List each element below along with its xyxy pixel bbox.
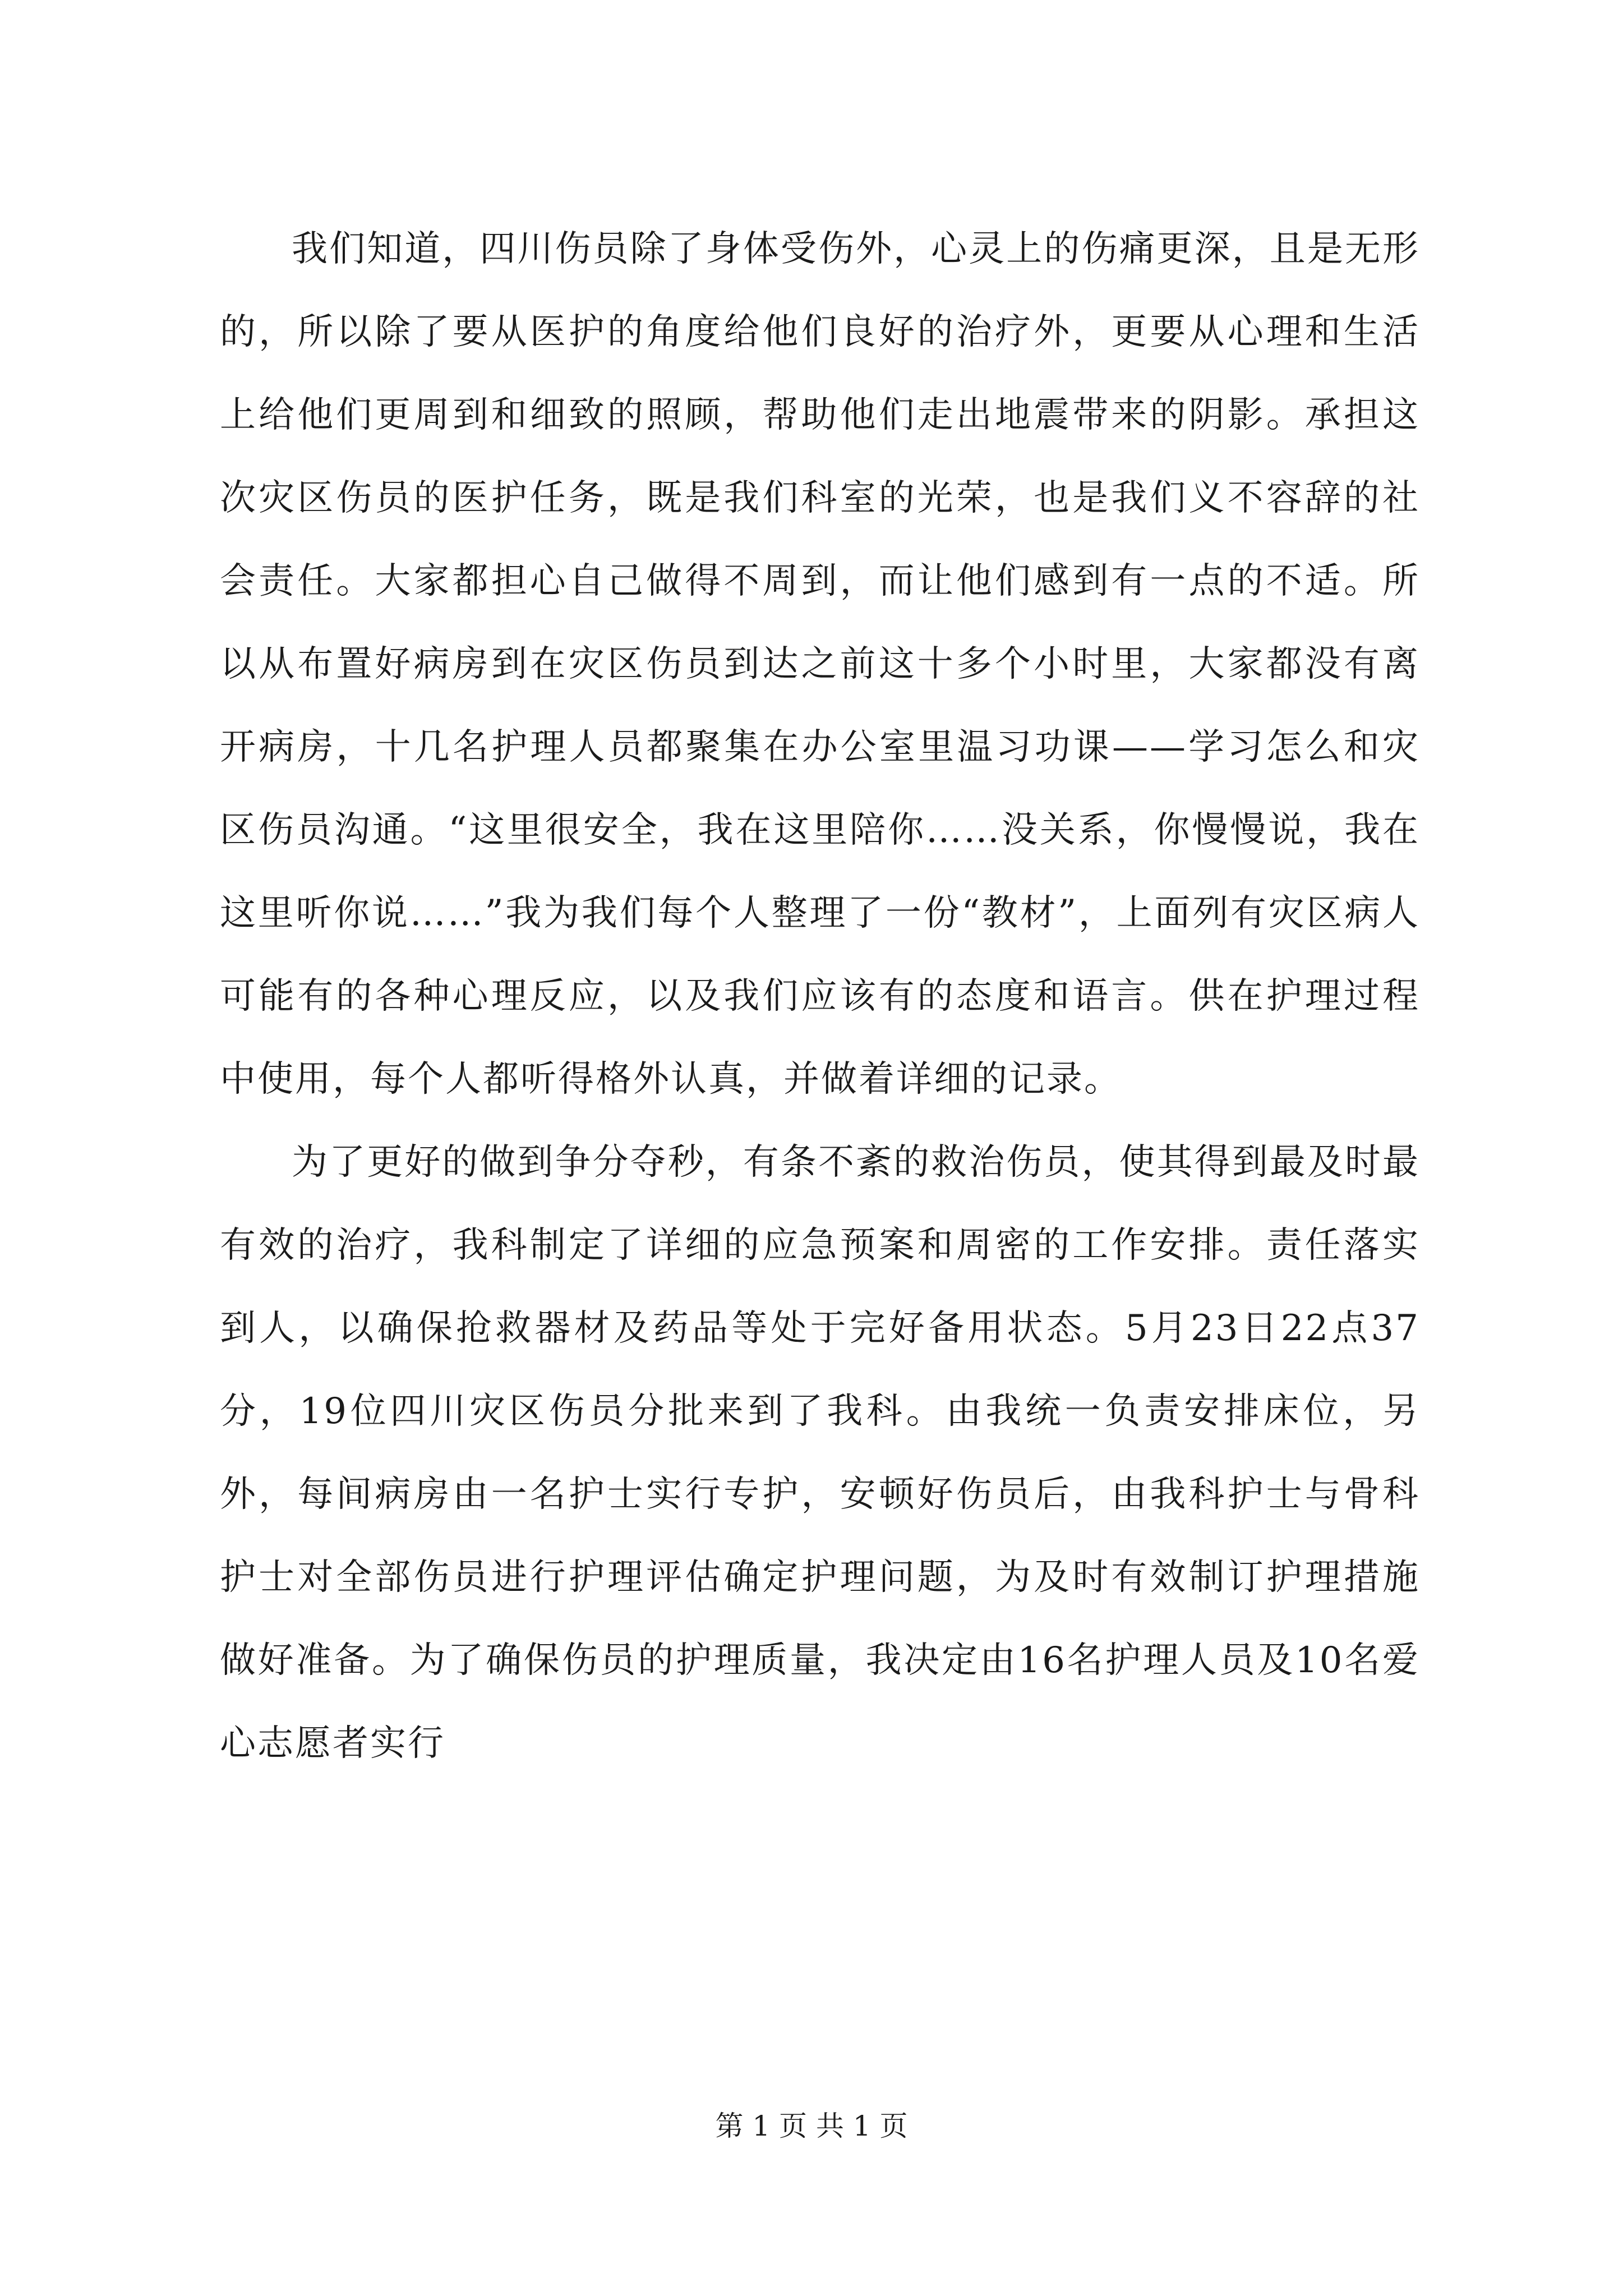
paragraph-2: 为了更好的做到争分夺秒，有条不紊的救治伤员，使其得到最及时最有效的治疗，我科制定了详细的应急预案和周密的工作安排。责任落实到人，以确保抢救器材及药品等处于完好备用状态。5月23日22点37分，19位四川灾区伤员分批来到了我科。由我统一负责安排床位，另外，每间病房由一名护士实行专护，安顿好伤员后，由我科护士与骨科护士对全部伤员进行护理评估确定护理问题，为及时有效制订护理措施做好准备。为了确保伤员的护理质量，我决定由16名护理人员及10名爱心志愿者实行 [220,1142,1420,1764]
paragraph-1: 我们知道，四川伤员除了身体受伤外，心灵上的伤痛更深，且是无形的，所以除了要从医护的角度给他们良好的治疗外，更要从心理和生活上给他们更周到和细致的照顾，帮助他们走出地震带来的阴影。承担这次灾区伤员的医护任务，既是我们科室的光荣，也是我们义不容辞的社会责任。大家都担心自己做得不周到，而让他们感到有一点的不适。所以从布置好病房到在灾区伤员到达之前这十多个小时里，大家都没有离开病房，十几名护理人员都聚集在办公室里温习功课——学习怎么和灾区伤员沟通。“这里很安全，我在这里陪你……没关系，你慢慢说，我在这里听你说……”我为我们每个人整理了一份“教材”，上面列有灾区病人可能有的各种心理反应，以及我们应该有的态度和语言。供在护理过程中使用，每个人都听得格外认真，并做着详细的记录。 [220,228,1420,1100]
page-footer: 第 1 页 共 1 页 [715,2110,908,2142]
document-body [220,208,1420,1785]
